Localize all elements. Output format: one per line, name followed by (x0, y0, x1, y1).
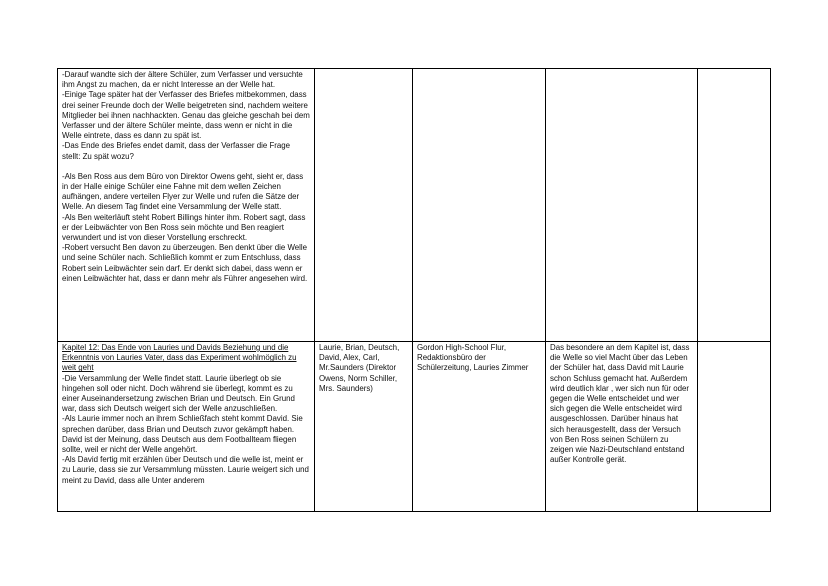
places-cell (413, 69, 546, 342)
remarks-cell (546, 69, 698, 342)
summary-paragraph: -Das Ende des Briefes endet damit, dass der Verfasser die Frage stellt: Zu spät wozu? (62, 141, 291, 161)
summary-paragraph: -Als Laurie immer noch an ihrem Schließfach steht kommt David. Sie sprechen darüber, dass Brian und Deutsch zuvor gekämpft haben. David ist der Meinung, dass Deutsch aus dem Footballteam fliegen sollte, weil er nicht der Welle angehört. (62, 414, 303, 455)
extra-cell (698, 342, 771, 512)
characters-cell (315, 69, 413, 342)
content-table (57, 68, 771, 512)
summary-paragraph: -Als Ben Ross aus dem Büro von Direktor Owens geht, sieht er, dass in der Halle einige Schüler eine Fahne mit dem wellen Zeichen aufhängen, andere verteilen Flyer zur Welle und rufen die Sätze der Welle. An diesem Tag findet eine Versammlung der Welle statt. (62, 171, 304, 212)
table-row (58, 69, 771, 342)
summary-paragraph: -Robert versucht Ben davon zu überzeugen. Ben denkt über die Welle und seine Schüler nach. Schließlich kommt er zum Entschluss, dass Robert sein Leibwächter sein darf. Er denkt sich dabei, dass wenn er einen Leibwächter hat, dass er dann mehr als Führer angesehen wird. (62, 243, 308, 283)
summary-paragraph: -Die Versammlung der Welle findet statt. Laurie überlegt ob sie hingehen soll oder nicht. Doch während sie überlegt, kommt es zu einer Auseinandersetzung zwischen Brian und Deutsch. Ein Grund war, dass sich Deutsch weigert sich der Welle anzuschließen. (62, 373, 295, 414)
table-row (58, 342, 771, 512)
characters-cell: Laurie, Brian, Deutsch, David, Alex, Carl, Mr.Saunders (Direktor Owens, Norm Schiller, Mrs. Saunders) (315, 342, 413, 512)
paragraph-spacer (62, 162, 310, 172)
chapter-heading: Kapitel 12: Das Ende von Lauries und Davids Beziehung und die Erkenntnis von Lauries Vater, dass das Experiment wohlmöglich zu weit geht (62, 343, 297, 373)
remarks-cell: Das besondere an dem Kapitel ist, dass die Welle so viel Macht über das Leben der Schüler hat, dass David mit Laurie schon Schluss gemacht hat. Außerdem wird deutlich klar , wer sich nun für oder gegen die Welle entscheidet und wer sich gegen die Welle entscheidet wird ausgeschlossen. Darüber hinaus hat sich herausgestellt, dass der Versuch von Ben Ross seinen Schülern zu zeigen wie Nazi-Deutschland entstand außer Kontrolle gerät. (546, 342, 698, 512)
summary-cell (58, 69, 315, 342)
summary-paragraph: -Als Ben weiterläuft steht Robert Billings hinter ihm. Robert sagt, dass er der Leibwächter von Ben Ross sein möchte und Ben reagiert verwundert und ist von dieser Vorstellung erschreckt. (62, 212, 306, 243)
summary-paragraph: -Einige Tage später hat der Verfasser des Briefes mitbekommen, dass drei seiner Freunde doch der Welle beigetreten sind, nachdem weitere Mitglieder bei ihnen nachhackten. Genau das gleiche geschah bei dem Verfasser und der ältere Schüler meinte, dass wenn er nicht in die Welle eintrete, dass es dann zu spät ist. (62, 90, 310, 141)
summary-paragraph: -Als David fertig mit erzählen über Deutsch und die welle ist, meint er zu Laurie, dass sie zur Versammlung müssten. Laurie weigert sich und meint zu David, dass alle Unter anderem (62, 455, 309, 485)
summary-cell (58, 342, 315, 512)
extra-cell (698, 69, 771, 342)
summary-paragraph: -Darauf wandte sich der ältere Schüler, zum Verfasser und versuchte ihm Angst zu machen, da er nicht Interesse an der Welle hat. (62, 70, 303, 90)
places-cell: Gordon High-School Flur, Redaktionsbüro der Schülerzeitung, Lauries Zimmer (413, 342, 546, 512)
